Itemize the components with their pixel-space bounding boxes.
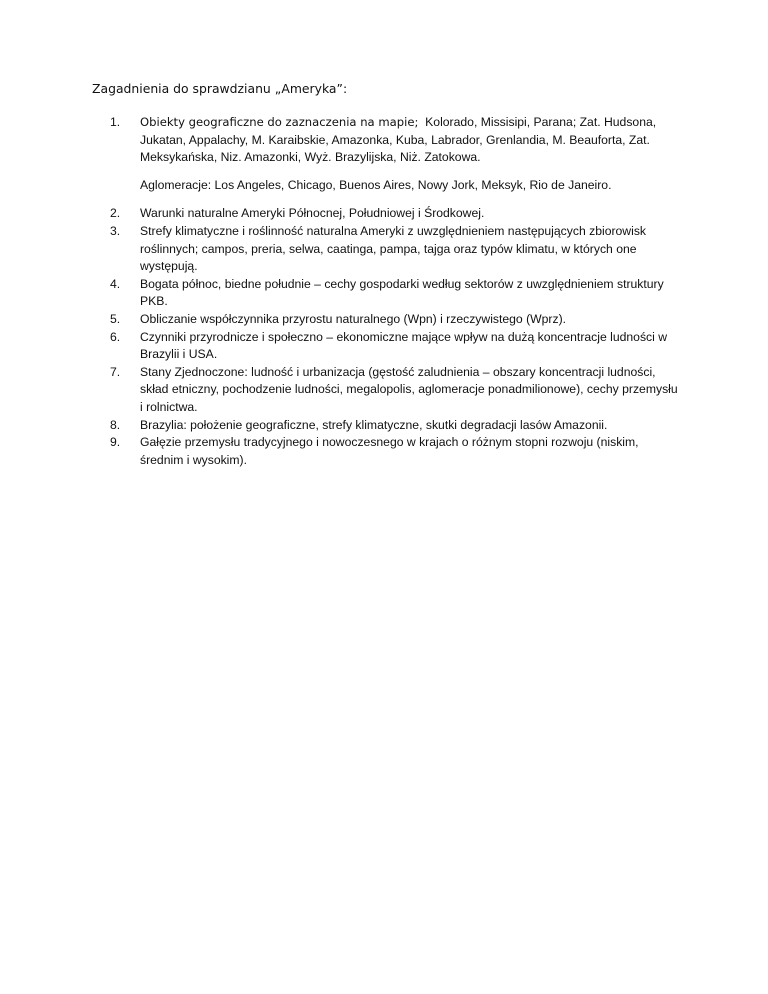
list-item (110, 364, 680, 417)
item-text: Bogata północ, biedne południe – cechy gospodarki według sektorów z uwzględnieniem struktury PKB. (140, 276, 664, 309)
item-number: 1. (110, 115, 121, 129)
list-item (110, 276, 680, 311)
item-number: 2. (110, 206, 121, 221)
list-item (110, 417, 680, 435)
item-text: Obliczanie współczynnika przyrostu naturalnego (Wpn) i rzeczywistego (Wprz). (140, 311, 567, 326)
list-item (110, 329, 680, 364)
item-text: Strefy klimatyczne i roślinność naturalna Ameryki z uwzględnieniem następujących zbiorowisk roślinnych; campos, preria, selwa, caatinga, pampa, tajga oraz typów klimatu, w których one występują. (140, 223, 647, 274)
item-lead-text: Obiekty geograficzne do zaznaczenia na mapie; (140, 115, 419, 129)
topic-list (110, 114, 680, 469)
item-number: 9. (110, 435, 121, 450)
item-number: 8. (110, 417, 121, 432)
list-item (110, 311, 680, 329)
item-number: 7. (110, 364, 121, 379)
list-item (110, 434, 680, 469)
item-text: Warunki naturalne Ameryki Północnej, Południowej i Środkowej. (140, 206, 485, 221)
item-number: 4. (110, 276, 121, 291)
agglomerations-paragraph: Aglomeracje: Los Angeles, Chicago, Buenos Aires, Nowy Jork, Meksyk, Rio de Janeiro. (140, 177, 612, 192)
item-text: Gałęzie przemysłu tradycyjnego i nowoczesnego w krajach o różnym stopni rozwoju (niskim, średnim i wysokim). (140, 435, 639, 467)
item-text: Kolorado, Missisipi, Parana; Zat. Hudsona, Jukatan, Appalachy, M. Karaibskie, Amazonka, Kuba, Labrador, Grenlandia, M. Beauforta, Zat. Meksykańska, Niz. Amazonki, Wyż. Brazylijska, Niż. Zatokowa. (140, 115, 657, 165)
list-item (110, 223, 680, 276)
item-text: Czynniki przyrodnicze i społeczno – ekonomiczne mające wpływ na dużą koncentracje ludności w Brazylii i USA. (140, 329, 668, 362)
item-number: 3. (110, 223, 121, 238)
document-title: Zagadnienia do sprawdzianu „Ameryka”: (92, 81, 348, 96)
item-text: Stany Zjednoczone: ludność i urbanizacja (gęstość zaludnienia – obszary koncentracji ludności, skład etniczny, pochodzenie ludności, megalopolis, aglomeracje ponadmilionowe), cechy przemysłu i rolnictwa. (140, 364, 678, 414)
item-number: 6. (110, 329, 121, 344)
list-item (110, 114, 680, 167)
item-number: 5. (110, 311, 121, 326)
list-item (110, 205, 680, 223)
item-text: Brazylia: położenie geograficzne, strefy klimatyczne, skutki degradacji lasów Amazonii. (140, 417, 608, 432)
